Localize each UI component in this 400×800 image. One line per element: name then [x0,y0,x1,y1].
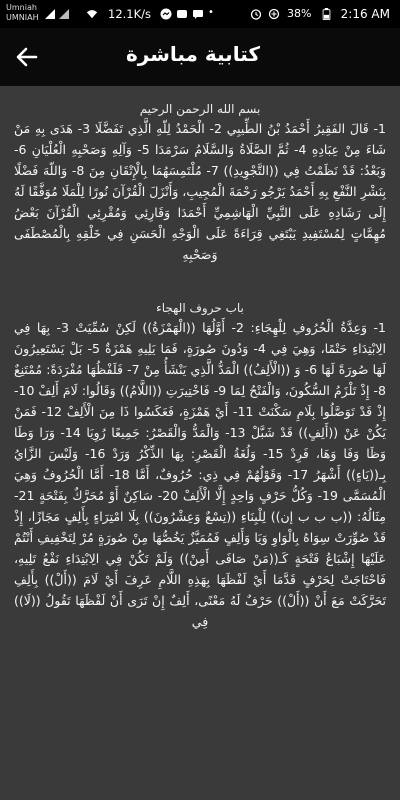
carrier-line-2: UMNIAH [6,13,39,22]
battery-saver-icon [268,8,280,20]
battery-percent: 38% [287,7,312,20]
wifi-icon [86,8,98,20]
section-body: 1- وَعِدَّةُ الْحُرُوفِ لِلْهِجَاءِ: 2- أَوَّلُهَا ((الْهَمْزَةُ)) لَكِنْ سُمِّيَتْ 3- بِهَا فِي الِابْتِدَاءِ حَتْمًا، وَهِيَ فِي 4- وَدُونَ صُورَةٍ، فَمَا يَلِيهِ هَمْزَةٌ 5- بَلْ يَسْتَعِيرُونَ لَهَا صُورَةً لَهَا 6- وَ ((الْأَلِفُ)) الْمَدُّ الَّذِي يَنْشَأُ مِنْ 7- فَلَفْظُهَا مُفْرَدَةً: مُمْتَنِعٌ 8- إِذْ تَلْزَمُ السُّكُونَ، وَالْفَتْحُ لِمَا 9- فَاخْتِيرَتِ ((اللَّامُ)) وَقَالُوا: لَامَ أَلِفْ 10- إِذْ قَدْ تَوَصَّلُوا بِلَامِ سَكْنَتْ 11- أَيْ هَمْزَةٍ، فَعَكَسُوا ذَا مِنَ الْأَلِفْ 12- فَمَنْ يَكُنْ عَنْ ((أَلِفٍ)) قَدْ شَبَّلْ 13- وَالْمَدُّ وَالْقَصْرُ: جَمِيعًا رُوِيَا 14- وَرَا وَطَا وَظَا وَفَا وَهَا، فَرِدْ 15- وَلُغَةُ الْقَصْرِ: بِهَا الذِّكْرُ وَرَدْ 16- وَلَيْسَ الزَّايُ بِـ((يَاءٍ)) أَشْهَرُ 17- وَقَوْلُهُمْ فِي ذِي: حُرُوفٌ، أَمَّا 18- أَمَّا الْحُرُوفُ وَهِيَ الْمُسَمَّى 19- وَكُلُّ حَرْفٍ وَاحِدٍ إِلَّا الْأَلِفْ 20- سَاكِنٌ أَوْ مُحَرَّكٌ بِفَتْحَةٍ 21- مِثَالُهُ: ((ب ب ب إن)) لِلْبِنَاءِ ((تِسْعٌ وَعِشْرُونَ)) بِلَا امْتِرَاءٍ بِأَلِفٍ مَجَازًا، إِذْ قَدْ صُوِّرَتْ سِوَاهُ بِالْوَاوِ وَيَا وَأَلِفٍ فَمُمَيَّزٌ يَخُصُّهَا مِنْ صُورَةٍ مُرْ لِتَخْفِيفِ أَنْتُمْ عَلَيْهَا إِشْبَاعُ فَتْحَةٍ كَـ((مَنْ صَافَى أَمِنْ)) وَلَمْ تَكُنْ فِي الِابْتِدَاءِ نَفْعُ تَلِيهِ، فَاحْتَاجَتْ لِحَرْفٍ قَدَّمَا أَيْ لَفْظَهَا بِهَذِهِ اللَّامِ عَرِفَ أَيْ لَامَ ((أَلْ)) بِأَلِفِ تَحَرَّكَتْ مَعَ أَنْ ((أَلْ)) حَرْفٌ لَهُ مَعْنًى، أَلِفٌ إِنْ تَرَى أَنْ لَفْظَهَا تَقُولُ ((لَا)) فِي [14,320,387,629]
clock-time: 2:16 AM [340,7,390,21]
sms-icon [192,8,204,20]
carrier-label [6,3,39,23]
network-speed: 12.1K/s [108,7,152,21]
signal-icon [44,8,56,20]
section-alphabet [14,301,386,632]
more-notifications-icon: • [208,7,214,18]
section-intro [14,102,386,265]
carrier-line-1: Umniah [6,3,37,12]
back-button[interactable] [12,42,42,72]
section-body: 1- قَالَ الفَقِيرُ أَحْمَدُ بْنُ الطِّيبِي 2- الْحَمْدُ لِلّهِ الَّذِي تَفَضَّلَا 3- هَدَى بِهِ مَنْ شَاءَ مِنْ عِبَادِهِ 4- ثُمَّ الصَّلَاةُ وَالسَّلَامُ سَرْمَدَا 5- وَآلِهِ وَصَحْبِهِ الْعُلْيَانِ 6- وَبَعْدُ: قَدْ نَظَمْتُ فِي ((التَّجْوِيدِ)) 7- مُلْتَمِسَهُمَا بِالْإِتْقَانِ مِنَ 8- وَاللّهَ فَضْلًا بِنَشْرِ النَّفْعِ بِهِ أَحْمَدُ يَرْجُو رَحْمَةَ الْمُجِيبِ، وَأَنْزَلَ الْقُرْآنَ نُورًا لِلْمَلَا مُوَفَّقًا لَهُ إِلَى رَشَادِهِ عَلَى النَّبِيِّ الْهَاشِمِيِّ أَحْمَدَا وَقَارِئِي وَمُقْرِئِي الْقُرْآنَ بَعْضُ مُهِمَّاتٍ لِمُسْتَفِيدِ يَبْتَغِي قِرَاءَةً عَلَى الْوَجْهِ الْحَسَنِ فِي خَلْقِهِ بِالْمُصْطَفَى وَصَحْبِهِ [14,121,387,262]
messenger-icon [160,8,172,20]
section-heading: باب حروف الهجاء [156,301,244,315]
alarm-icon [250,8,262,20]
status-bar [0,0,400,28]
text-content[interactable] [0,86,400,800]
section-heading: بسم الله الرحمن الرحيم [139,102,261,116]
arrow-left-icon [12,42,42,72]
signal-2-icon [58,8,70,20]
app-bar [0,28,400,86]
page-title: كتابية مباشرة [125,42,260,66]
notification-icon [176,8,188,20]
battery-icon [322,8,331,20]
